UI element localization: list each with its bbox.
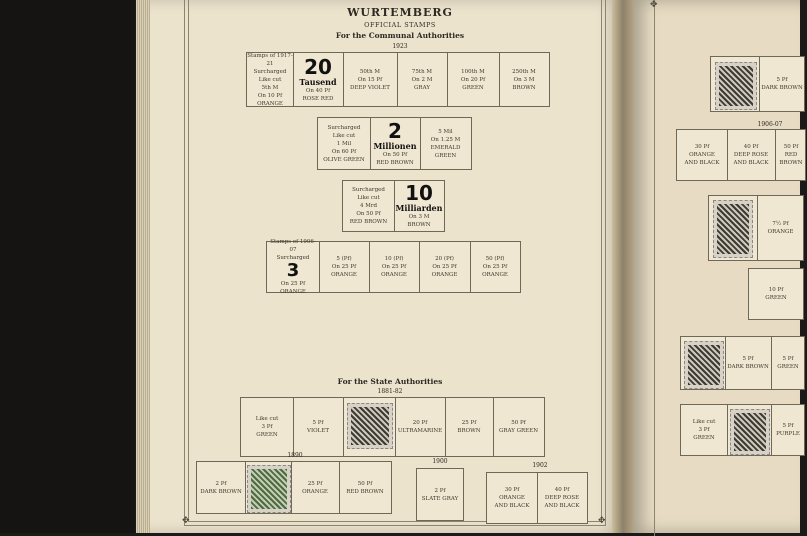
stamp-caption: On 25 Pf ORANGE <box>280 281 306 295</box>
stamp-row-1881 <box>240 397 545 457</box>
stamp-row <box>680 404 805 456</box>
stamp-space <box>757 196 804 260</box>
year-label: 1890 <box>287 452 303 459</box>
stamp-row-surcharged-1906 <box>266 241 521 293</box>
stamp-caption: 10 Pf GREEN <box>765 287 787 301</box>
stamp-space <box>417 469 463 520</box>
stamp-row <box>748 268 804 320</box>
stamp-space <box>677 130 728 180</box>
stamp-space <box>241 398 294 456</box>
corner-ornament: ✥ <box>182 516 190 526</box>
stamp-image <box>684 341 724 389</box>
stamp-row-1923-b <box>317 117 472 170</box>
stamp-caption: 75th M On 2 M GRAY <box>411 68 433 91</box>
stamp-caption: On 50 Pf RED BROWN <box>376 151 414 166</box>
stamp-caption: Stamps of 1917-21 Surcharged Like cut 5th M On 10 Pf ORANGE <box>247 52 293 107</box>
stamp-space <box>197 462 246 513</box>
stamp-caption: 7½ Pf ORANGE <box>767 221 794 235</box>
stamp-caption: On 40 Pf ROSE RED <box>302 87 334 102</box>
page-edges <box>136 0 150 533</box>
stamp-space <box>725 337 772 389</box>
stamp-space <box>487 473 538 523</box>
stamp-caption: 40 Pf DEEP ROSE AND BLACK <box>544 487 580 509</box>
stamp-row <box>710 56 805 112</box>
year-label: 1902 <box>532 462 548 469</box>
stamp-caption: Stamps of 1906-07 Surcharged <box>270 239 316 261</box>
stamp-caption: 50 Pf GRAY GREEN <box>498 420 539 434</box>
stamp-space <box>247 53 294 106</box>
corner-ornament: ✥ <box>598 516 606 526</box>
stamp-image <box>715 62 757 110</box>
corner-ornament: ✥ <box>650 0 658 10</box>
stamp-space <box>771 405 805 455</box>
stamp-space <box>395 398 446 456</box>
stamp-space <box>397 53 448 106</box>
stamp-caption: 50 Pf RED BROWN <box>779 144 803 166</box>
stamp-space <box>339 462 391 513</box>
stamp-caption: 250th M On 3 M BROWN <box>512 68 536 91</box>
stamp-caption: 50th M On 15 Pf DEEP VIOLET <box>350 68 390 91</box>
stamp-caption: 5 Pf VIOLET <box>307 420 329 434</box>
surcharge-numeral: 20 <box>304 54 332 79</box>
surcharge-word: Milliarden <box>395 203 443 213</box>
surcharge-word: Tausend <box>299 76 337 87</box>
stamp-space <box>493 398 544 456</box>
stamp-space <box>499 53 549 106</box>
gutter <box>612 0 634 533</box>
stamp-row-1900 <box>416 468 464 521</box>
stamp-space <box>394 181 444 231</box>
surcharge-word: Millionen <box>373 140 417 151</box>
stamp-caption: 2 Pf DARK BROWN <box>200 480 242 495</box>
stamp-caption: 5 Pf DARK BROWN <box>761 77 803 91</box>
stamp-space <box>681 337 726 389</box>
stamp-caption: 30 Pf ORANGE AND BLACK <box>494 487 530 509</box>
stamp-space <box>245 462 292 513</box>
stamp-caption: 25 Pf BROWN <box>457 420 481 434</box>
page-title: WURTEMBERG <box>347 6 453 19</box>
stamp-caption: 5 Mil On 1.25 M EMERALD GREEN <box>430 128 461 159</box>
section-heading: For the Communal Authorities <box>335 31 465 40</box>
stamp-row-1923-c <box>342 180 445 232</box>
stamp-caption: 2 Pf SLATE GRAY <box>421 487 459 502</box>
section-heading: For the State Authorities <box>337 377 443 386</box>
stamp-space <box>775 130 807 180</box>
stamp-space <box>727 405 772 455</box>
stamp-space <box>470 242 520 292</box>
stamp-row <box>680 336 805 390</box>
stamp-caption: Surcharged Like cut 4 Mrd On 50 Pf RED BROWN <box>349 187 388 225</box>
stamp-space <box>771 337 805 389</box>
stamp-space <box>369 242 420 292</box>
stamp-image <box>713 200 753 258</box>
stamp-caption: 30 Pf ORANGE AND BLACK <box>684 144 720 166</box>
stamp-caption: 20 (Pf) On 25 Pf ORANGE <box>431 256 458 278</box>
stamp-caption: 40 Pf DEEP ROSE AND BLACK <box>733 144 769 166</box>
stamp-space <box>370 118 421 169</box>
stamp-space <box>759 57 805 111</box>
stamp-row <box>676 129 806 181</box>
stamp-caption: 5 (Pf) On 25 Pf ORANGE <box>331 256 357 278</box>
stamp-caption: 10 (Pf) On 25 Pf ORANGE <box>381 256 407 278</box>
stamp-space <box>343 53 398 106</box>
stamp-caption: 100th M On 20 Pf GREEN <box>460 68 486 91</box>
year-label: 1900 <box>432 458 448 465</box>
stamp-space <box>318 118 371 169</box>
stamp-row <box>708 195 804 261</box>
stamp-space <box>537 473 587 523</box>
stamp-space <box>293 53 344 106</box>
stamp-space <box>445 398 494 456</box>
year-label: 1906-07 <box>757 121 783 128</box>
stamp-space <box>267 239 320 295</box>
stamp-caption: 20 Pf ULTRAMARINE <box>397 420 443 434</box>
stamp-caption: 50 Pf RED BROWN <box>346 480 384 495</box>
stamp-space <box>727 130 776 180</box>
stamp-image <box>247 465 291 513</box>
stamp-caption: On 3 M BROWN <box>407 214 431 228</box>
stamp-row-1890 <box>196 461 392 514</box>
year-label: 1923 <box>392 43 408 50</box>
stamp-caption: 25 Pf ORANGE <box>302 480 328 495</box>
stamp-caption: 50 (Pf) On 25 Pf ORANGE <box>482 256 508 278</box>
stamp-space <box>420 118 471 169</box>
stamp-space <box>343 398 396 456</box>
stamp-space <box>447 53 500 106</box>
year-label: 1881-82 <box>377 388 403 395</box>
stamp-space <box>293 398 344 456</box>
stamp-space <box>681 405 728 455</box>
stamp-space <box>319 242 370 292</box>
stamp-image <box>347 403 393 449</box>
stamp-space <box>291 462 340 513</box>
stamp-row-1923-a <box>246 52 550 107</box>
stamp-row-1902 <box>486 472 588 524</box>
stamp-caption: 5 Pf DARK BROWN <box>727 356 769 370</box>
page-subtitle: OFFICIAL STAMPS <box>364 21 436 29</box>
surcharge-numeral: 3 <box>286 260 300 281</box>
surcharge-numeral: 10 <box>405 181 433 205</box>
stamp-space <box>749 269 803 319</box>
surcharge-numeral: 2 <box>388 118 402 143</box>
stamp-caption: Surcharged Like cut 1 Mil On 60 Pf OLIVE GREEN <box>323 124 365 163</box>
left-background <box>0 0 135 533</box>
stamp-space <box>709 196 758 260</box>
stamp-image <box>730 409 770 455</box>
stamp-space <box>419 242 471 292</box>
stamp-caption: Like cut 3 Pf GREEN <box>255 416 279 438</box>
stamp-space <box>343 181 395 231</box>
stamp-caption: Like cut 3 Pf GREEN <box>692 419 716 441</box>
stamp-caption: 5 Pf GREEN <box>777 356 799 370</box>
stamp-space <box>711 57 760 111</box>
stamp-caption: 5 Pf PURPLE <box>776 423 800 437</box>
